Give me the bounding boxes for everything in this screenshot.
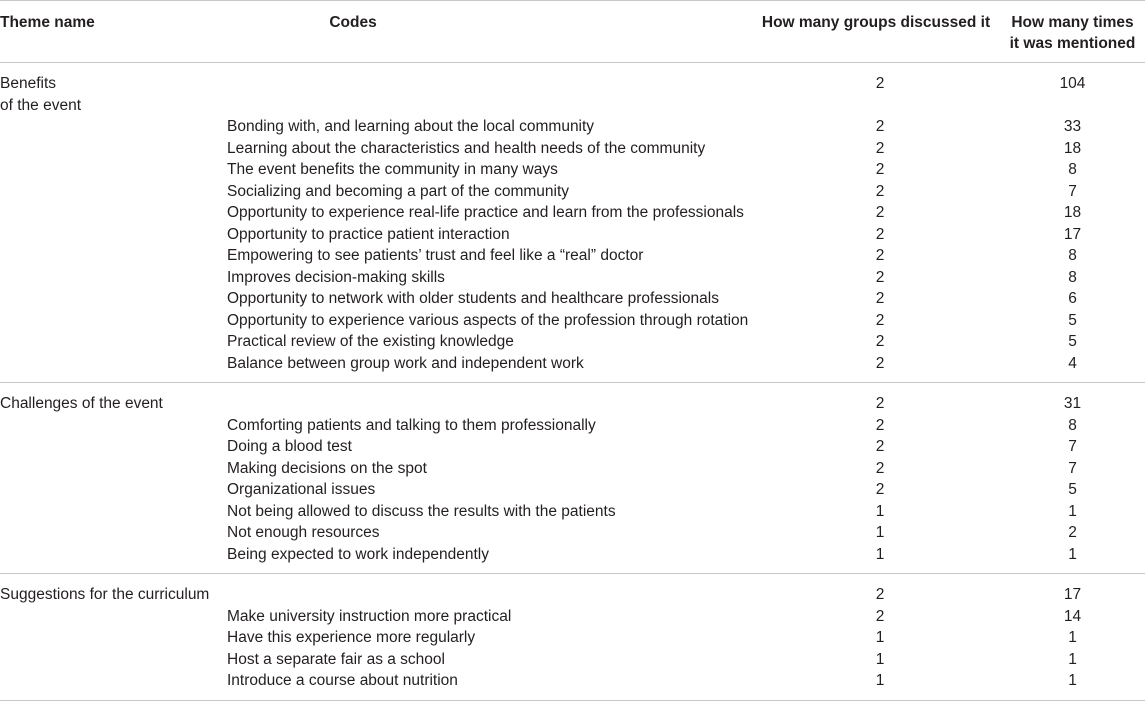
code-text: Host a separate fair as a school [227, 650, 445, 668]
code-times-count: 1 [1068, 629, 1077, 646]
code-times-count: 7 [1068, 459, 1077, 477]
code-text: Doing a blood test [227, 438, 352, 455]
code-text: Opportunity to experience real-life practice and learn from the professionals [227, 204, 744, 221]
code-times-count: 14 [1063, 607, 1082, 625]
code-row [0, 181, 1145, 203]
empty-code-cell [226, 63, 760, 117]
code-row [0, 202, 1145, 224]
header-groups-discussed: How many groups discussed it [760, 1, 1000, 63]
header-times-mentioned [1000, 1, 1145, 63]
code-text: Introduce a course about nutrition [226, 670, 760, 700]
theme-name-line: Suggestions for the curriculum [0, 586, 210, 603]
code-row [0, 310, 1145, 332]
empty-theme-cell [0, 458, 226, 480]
theme-groups-count: 2 [875, 586, 885, 603]
empty-theme-cell [0, 415, 226, 437]
code-text: The event benefits the community in many ways [227, 161, 558, 178]
code-times-count: 2 [1068, 524, 1077, 541]
theme-name-line: Benefits [0, 75, 57, 92]
code-row [0, 116, 1145, 138]
table-header [0, 1, 1145, 63]
theme-name [0, 63, 226, 117]
code-text: Organizational issues [227, 481, 376, 498]
empty-theme-cell [0, 670, 226, 700]
code-groups-count: 1 [875, 524, 885, 541]
code-text: Opportunity to experience various aspects of the profession through rotation [227, 311, 749, 329]
empty-theme-cell [0, 627, 226, 649]
code-times-count: 5 [1068, 481, 1077, 498]
code-row [0, 458, 1145, 480]
code-groups-count: 2 [875, 459, 885, 477]
code-times-count: 1 [1068, 650, 1077, 668]
code-groups-count: 1 [875, 629, 885, 646]
header-row [0, 1, 1145, 63]
code-times-count: 1 [1068, 502, 1077, 520]
code-groups-count: 2 [875, 247, 885, 264]
code-text: Making decisions on the spot [227, 459, 427, 477]
code-groups-count: 2 [875, 333, 885, 350]
code-times-count: 1 [1000, 670, 1145, 700]
code-groups-count: 2 [875, 268, 885, 286]
code-groups-count: 2 [875, 161, 885, 178]
empty-theme-cell [0, 606, 226, 628]
table-body [0, 63, 1145, 701]
code-row [0, 479, 1145, 501]
code-row [0, 159, 1145, 181]
theme-times-count: 104 [1059, 75, 1086, 92]
code-groups-count: 1 [760, 670, 1000, 700]
header-codes-label: Codes [329, 14, 377, 31]
header-times-line1: How many times [1011, 14, 1134, 31]
code-times-count: 8 [1068, 268, 1077, 286]
code-text: Not enough resources [227, 524, 380, 541]
code-text: Socializing and becoming a part of the community [227, 182, 570, 200]
code-times-count: 4 [1000, 353, 1145, 383]
code-groups-count: 1 [760, 544, 1000, 574]
code-row [0, 331, 1145, 353]
empty-theme-cell [0, 267, 226, 289]
code-row [0, 224, 1145, 246]
empty-theme-cell [0, 479, 226, 501]
empty-theme-cell [0, 310, 226, 332]
code-times-count: 18 [1063, 139, 1082, 157]
header-times-line2: it was mentioned [1009, 35, 1136, 52]
empty-theme-cell [0, 649, 226, 671]
code-groups-count: 2 [875, 204, 885, 221]
code-text: Practical review of the existing knowledge [227, 333, 514, 350]
code-groups-count: 2 [875, 311, 885, 329]
code-groups-count: 2 [875, 290, 885, 307]
code-row [0, 436, 1145, 458]
code-times-count: 7 [1068, 182, 1077, 200]
theme-name-line: of the event [0, 96, 82, 114]
header-codes [226, 1, 760, 63]
theme-name [0, 383, 226, 415]
empty-theme-cell [0, 202, 226, 224]
theme-times-count: 31 [1063, 395, 1082, 412]
theme-groups-count: 2 [875, 395, 885, 412]
theme-groups-count: 2 [875, 75, 885, 92]
code-times-count: 5 [1068, 333, 1077, 350]
code-row [0, 245, 1145, 267]
code-row [0, 415, 1145, 437]
code-groups-count: 1 [875, 502, 885, 520]
theme-row [0, 383, 1145, 415]
empty-theme-cell [0, 138, 226, 160]
code-times-count: 5 [1068, 311, 1077, 329]
code-text: Opportunity to network with older students and healthcare professionals [227, 290, 719, 307]
code-text: Bonding with, and learning about the local community [227, 118, 595, 135]
code-row [0, 627, 1145, 649]
code-row [0, 288, 1145, 310]
code-row [0, 544, 1145, 574]
code-times-count: 8 [1068, 416, 1077, 434]
code-text: Empowering to see patients’ trust and feel like a “real” doctor [227, 247, 644, 264]
empty-theme-cell [0, 181, 226, 203]
code-times-count: 7 [1068, 438, 1077, 455]
theme-times-count: 17 [1063, 586, 1082, 603]
code-row [0, 522, 1145, 544]
code-groups-count: 2 [875, 225, 885, 243]
theme-row [0, 63, 1145, 117]
theme-name [0, 574, 226, 606]
code-row [0, 501, 1145, 523]
code-times-count: 8 [1068, 247, 1077, 264]
code-row [0, 649, 1145, 671]
code-row [0, 353, 1145, 383]
code-groups-count: 2 [875, 607, 885, 625]
empty-theme-cell [0, 116, 226, 138]
code-text: Improves decision-making skills [227, 268, 445, 286]
code-times-count: 17 [1063, 225, 1082, 243]
code-text: Learning about the characteristics and health needs of the community [227, 139, 706, 157]
code-text: Opportunity to practice patient interaction [227, 225, 510, 243]
code-text: Have this experience more regularly [227, 629, 476, 646]
empty-code-cell [226, 574, 760, 606]
empty-theme-cell [0, 544, 226, 574]
empty-theme-cell [0, 353, 226, 383]
empty-theme-cell [0, 159, 226, 181]
code-groups-count: 2 [875, 139, 885, 157]
code-text: Being expected to work independently [226, 544, 760, 574]
code-groups-count: 2 [875, 182, 885, 200]
empty-theme-cell [0, 288, 226, 310]
code-text: Comforting patients and talking to them professionally [227, 416, 596, 434]
empty-theme-cell [0, 522, 226, 544]
empty-theme-cell [0, 224, 226, 246]
code-times-count: 1 [1000, 544, 1145, 574]
empty-theme-cell [0, 436, 226, 458]
empty-theme-cell [0, 501, 226, 523]
code-row [0, 606, 1145, 628]
code-groups-count: 1 [875, 650, 885, 668]
theme-row [0, 574, 1145, 606]
code-times-count: 18 [1063, 204, 1082, 221]
empty-theme-cell [0, 331, 226, 353]
header-theme-name: Theme name [0, 1, 226, 63]
empty-code-cell [226, 383, 760, 415]
code-groups-count: 2 [760, 353, 1000, 383]
code-times-count: 33 [1063, 118, 1082, 135]
code-groups-count: 2 [875, 438, 885, 455]
code-row [0, 267, 1145, 289]
code-text: Balance between group work and independent work [226, 353, 760, 383]
code-groups-count: 2 [875, 118, 885, 135]
code-groups-count: 2 [875, 416, 885, 434]
code-text: Not being allowed to discuss the results with the patients [227, 502, 616, 520]
code-groups-count: 2 [875, 481, 885, 498]
code-row [0, 138, 1145, 160]
theme-name-line: Challenges of the event [0, 395, 163, 412]
code-row [0, 670, 1145, 700]
code-text: Make university instruction more practical [227, 607, 512, 625]
code-times-count: 8 [1068, 161, 1077, 178]
empty-theme-cell [0, 245, 226, 267]
code-times-count: 6 [1068, 290, 1077, 307]
